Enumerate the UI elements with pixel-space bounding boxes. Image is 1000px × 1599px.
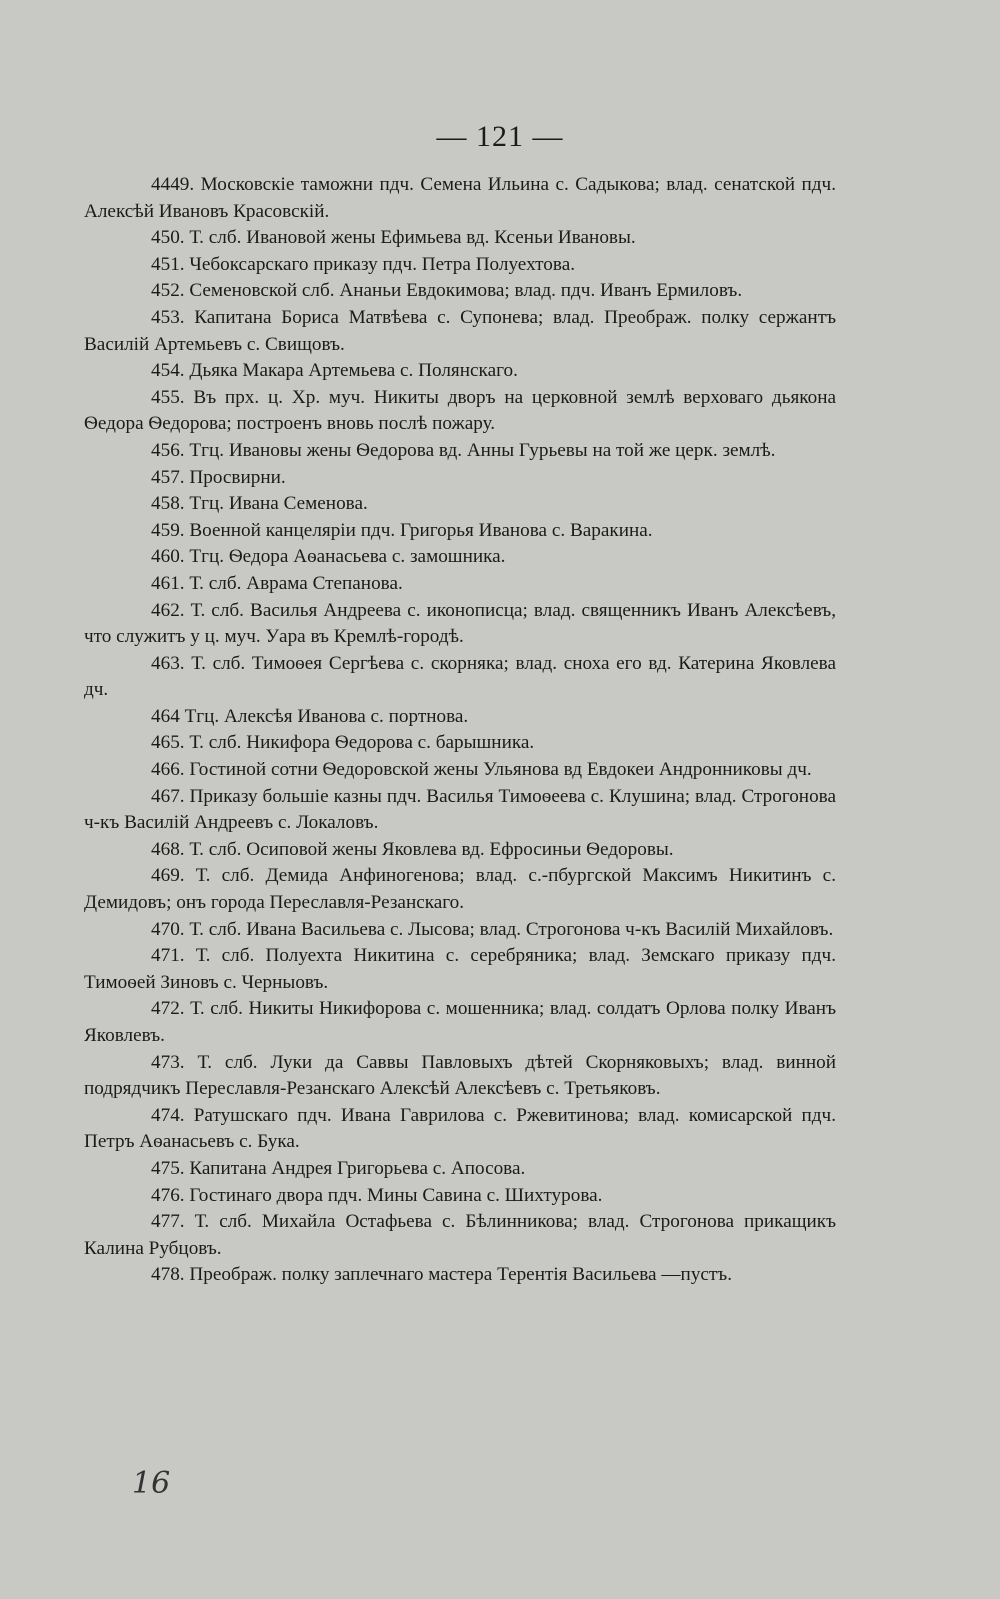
handwritten-note: 16 <box>132 1466 171 1501</box>
entry: 4449. Московскіе таможни пдч. Семена Ильина с. Садыкова; влад. сенатской пдч. Алексѣй Ивановъ Красовскій. <box>84 174 836 222</box>
entry: 464 Тгц. Алексѣя Иванова с. портнова. <box>151 705 469 727</box>
entry: 451. Чебоксарскаго приказу пдч. Петра Полуехтова. <box>151 253 576 275</box>
entry: 452. Семеновской слб. Ананьи Евдокимова; влад. пдч. Иванъ Ермиловъ. <box>151 280 743 302</box>
entry: 478. Преображ. полку заплечнаго мастера Терентія Васильева —пустъ. <box>151 1264 733 1286</box>
entry: 460. Тгц. Ѳедора Аѳанасьева с. замошника. <box>151 546 506 568</box>
entry: 476. Гостинаго двора пдч. Мины Савина с. Шихтурова. <box>151 1184 603 1206</box>
entry: 457. Просвирни. <box>151 466 286 488</box>
entries-list <box>84 172 836 1289</box>
entry: 475. Капитана Андрея Григорьева с. Апосова. <box>151 1157 526 1179</box>
entry: 471. Т. слб. Полуехта Никитина с. серебряника; влад. Земскаго приказу пдч. Тимоѳей Зиновъ с. Черныовъ. <box>84 945 836 993</box>
entry: 456. Тгц. Ивановы жены Ѳедорова вд. Анны Гурьевы на той же церк. землѣ. <box>151 439 776 461</box>
entry: 461. Т. слб. Аврама Степанова. <box>151 572 403 594</box>
entry: 474. Ратушскаго пдч. Ивана Гаврилова с. Ржевитинова; влад. комисарской пдч. Петръ Аѳанасьевъ с. Бука. <box>84 1104 836 1153</box>
entry: 459. Военной канцеляріи пдч. Григорья Иванова с. Варакина. <box>151 519 653 541</box>
entry: 458. Тгц. Ивана Семенова. <box>151 493 368 515</box>
entry: 473. Т. слб. Луки да Саввы Павловыхъ дѣтей Скорняковыхъ; влад. винной подрядчикъ Переславля-Резанскаго Алексѣй Алексѣевъ с. Третьяковъ. <box>84 1051 836 1100</box>
entry: 463. Т. слб. Тимоѳея Сергѣева с. скорняка; влад. сноха его вд. Катерина Яковлева дч. <box>84 652 836 701</box>
entry: 472. Т. слб. Никиты Никифорова с. мошенника; влад. солдатъ Орлова полку Иванъ Яковлевъ. <box>84 998 836 1046</box>
entry: 468. Т. слб. Осиповой жены Яковлева вд. Ефросиньи Ѳедоровы. <box>151 838 674 860</box>
entry: 462. Т. слб. Василья Андреева с. иконописца; влад. священникъ Иванъ Алексѣевъ, что служитъ у ц. муч. Уара въ Кремлѣ-городѣ. <box>84 599 836 648</box>
entry: 453. Капитана Бориса Матвѣева с. Супонева; влад. Преображ. полку сержантъ Василій Артемьевъ с. Свищовъ. <box>84 306 836 355</box>
entry: 465. Т. слб. Никифора Ѳедорова с. барышника. <box>151 732 535 754</box>
entry: 470. Т. слб. Ивана Васильева с. Лысова; влад. Строгонова ч-къ Василій Михайловъ. <box>151 918 834 940</box>
entry: 454. Дьяка Макара Артемьева с. Полянскаго. <box>151 360 518 382</box>
entry: 466. Гостиной сотни Ѳедоровской жены Ульянова вд Евдокеи Андронниковы дч. <box>151 759 812 781</box>
entry: 455. Въ прх. ц. Хр. муч. Никиты дворъ на церковной землѣ верховаго дьякона Ѳедора Ѳедорова; построенъ вновь послѣ пожару. <box>84 386 836 435</box>
page-number: — 121 — <box>436 120 564 153</box>
entry: 467. Приказу большіе казны пдч. Василья Тимоѳеева с. Клушина; влад. Строгонова ч-къ Василій Андреевъ с. Локаловъ. <box>84 785 836 834</box>
entry: 477. Т. слб. Михайла Остафьева с. Бѣлинникова; влад. Строгонова прикащикъ Калина Рубцовъ. <box>84 1211 836 1259</box>
entry: 450. Т. слб. Ивановой жены Ефимьева вд. Ксеньи Ивановы. <box>151 227 636 249</box>
entry: 469. Т. слб. Демида Анфиногенова; влад. с.-пбургской Максимъ Никитинъ с. Демидовъ; онъ города Переславля-Резанскаго. <box>84 865 836 914</box>
